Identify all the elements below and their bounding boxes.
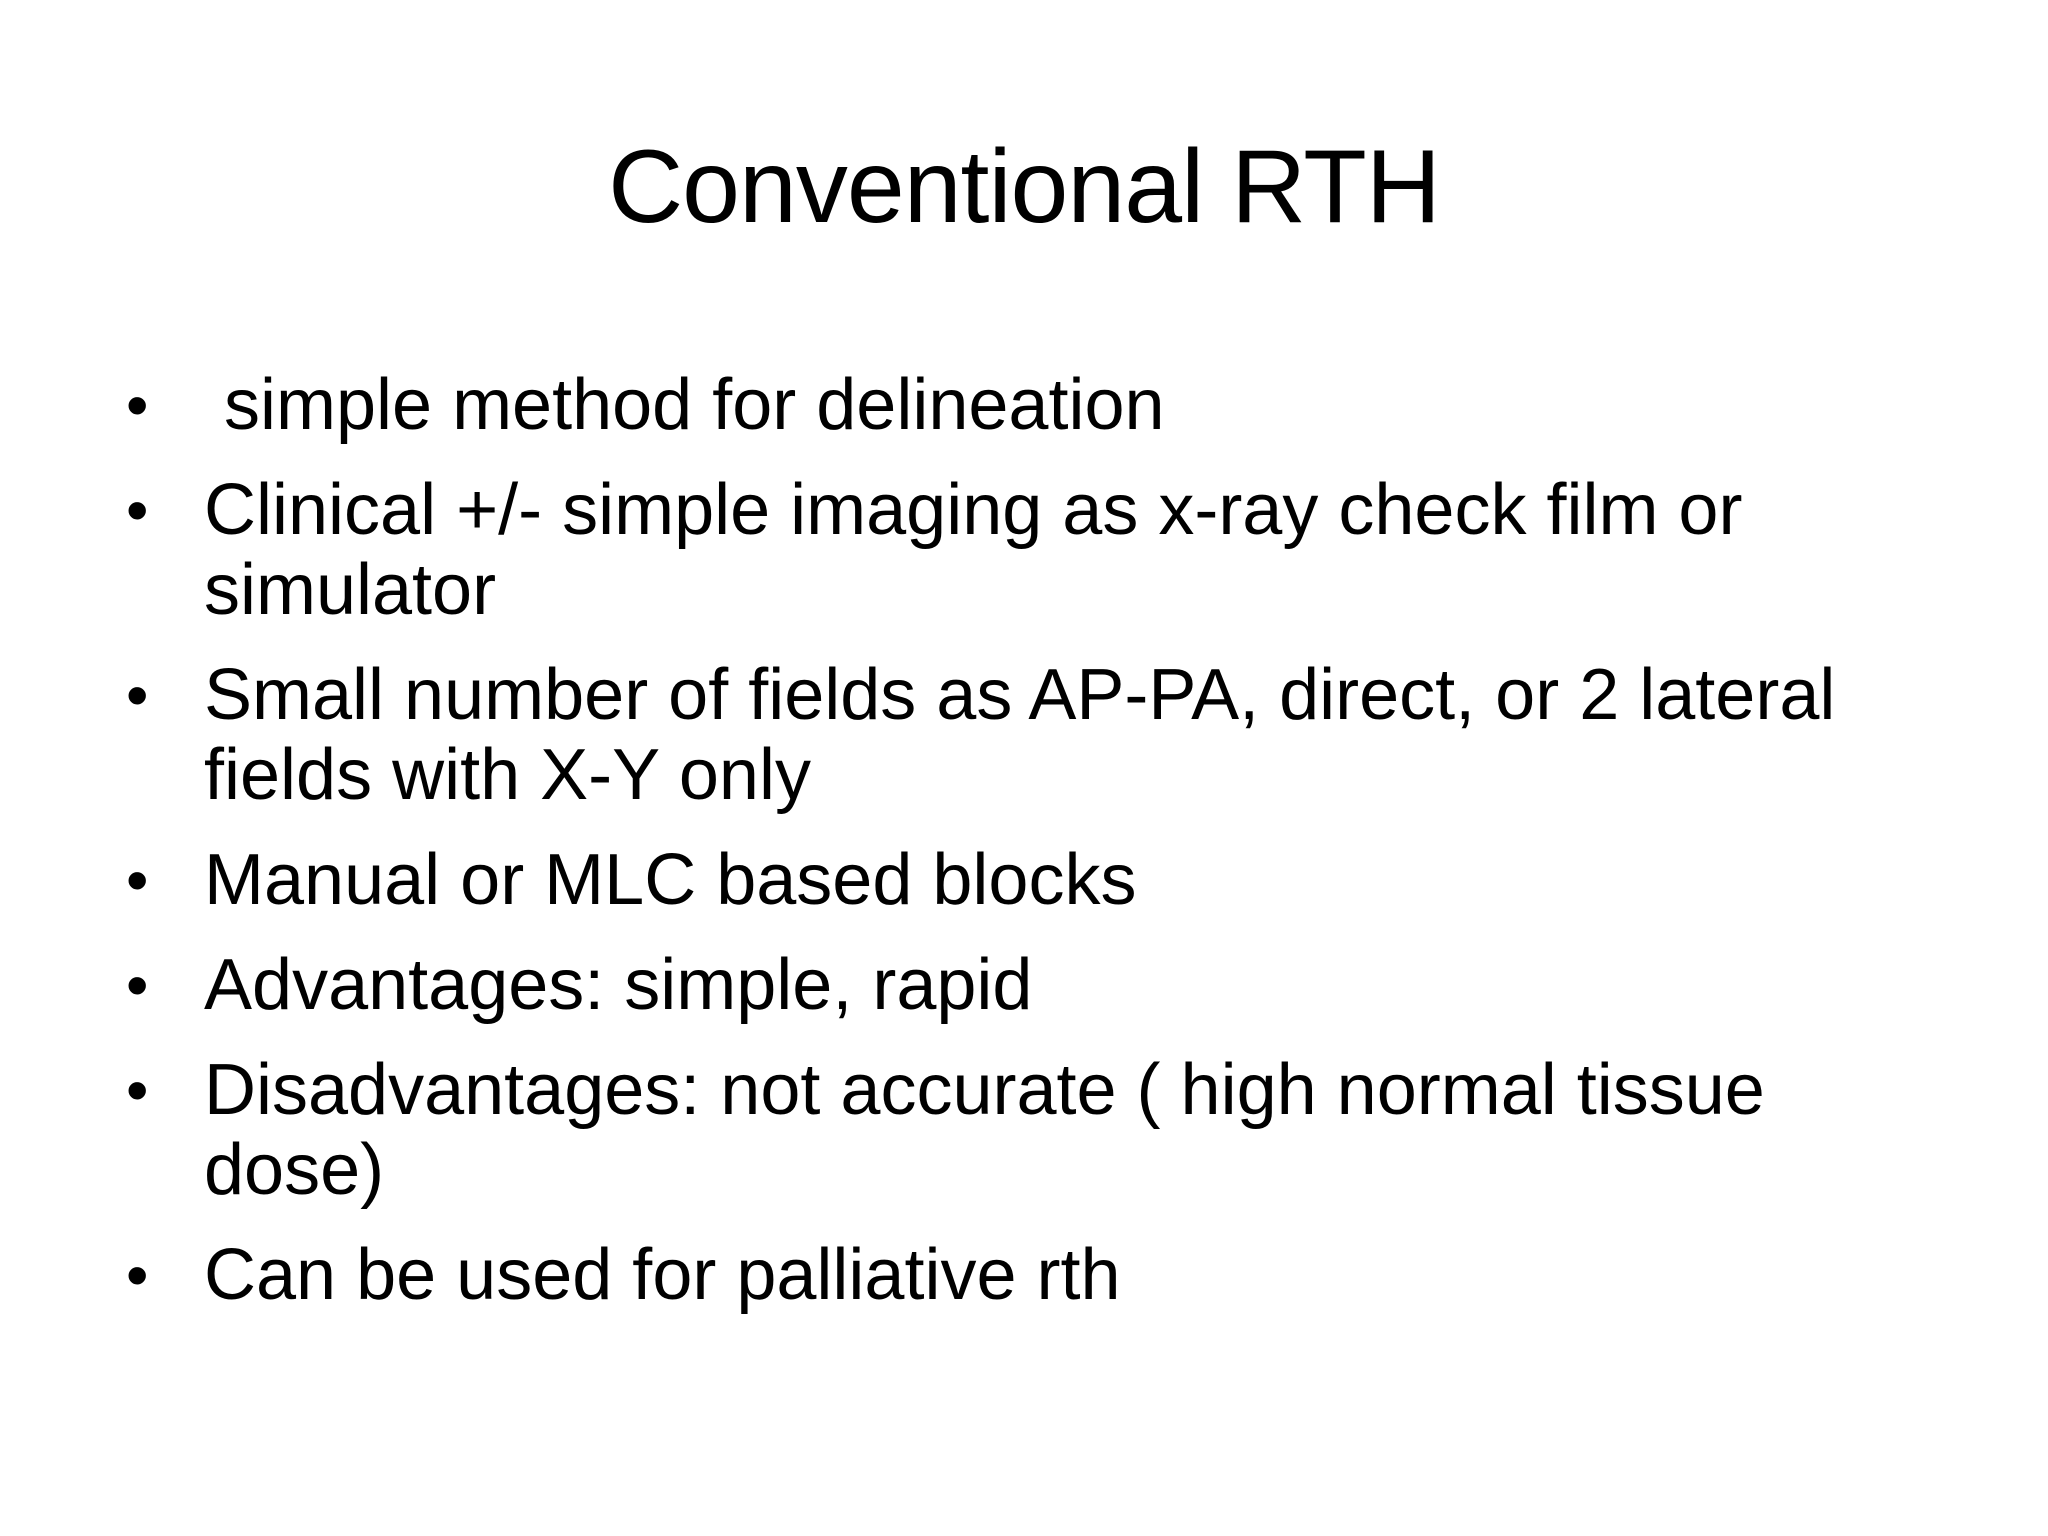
bullet-dot-icon: • bbox=[126, 659, 149, 731]
bullet-dot-icon: • bbox=[126, 844, 149, 916]
bullet-item bbox=[120, 470, 1960, 630]
bullet-text: Advantages: simple, rapid bbox=[204, 945, 1033, 1025]
bullet-dot-icon: • bbox=[126, 1239, 149, 1311]
bullet-text: Small number of fields as AP-PA, direct, or 2 lateral fields with X-Y only bbox=[204, 655, 1836, 815]
bullet-text: Can be used for palliative rth bbox=[204, 1235, 1121, 1315]
bullet-item bbox=[120, 945, 1960, 1025]
bullet-dot-icon: • bbox=[126, 1054, 149, 1126]
bullet-text: simple method for delineation bbox=[204, 365, 1165, 445]
bullet-item bbox=[120, 1235, 1960, 1315]
bullet-item bbox=[120, 655, 1960, 815]
bullet-dot-icon: • bbox=[126, 369, 149, 441]
bullet-list bbox=[120, 365, 1960, 1340]
bullet-text: Disadvantages: not accurate ( high normal tissue dose) bbox=[204, 1050, 1765, 1210]
bullet-dot-icon: • bbox=[126, 474, 149, 546]
slide-title: Conventional RTH bbox=[608, 129, 1440, 245]
bullet-text: Clinical +/- simple imaging as x-ray check film or simulator bbox=[204, 470, 1743, 630]
bullet-text: Manual or MLC based blocks bbox=[204, 840, 1137, 920]
bullet-item bbox=[120, 1050, 1960, 1210]
bullet-item bbox=[120, 365, 1960, 445]
bullet-dot-icon: • bbox=[126, 949, 149, 1021]
bullet-item bbox=[120, 840, 1960, 920]
